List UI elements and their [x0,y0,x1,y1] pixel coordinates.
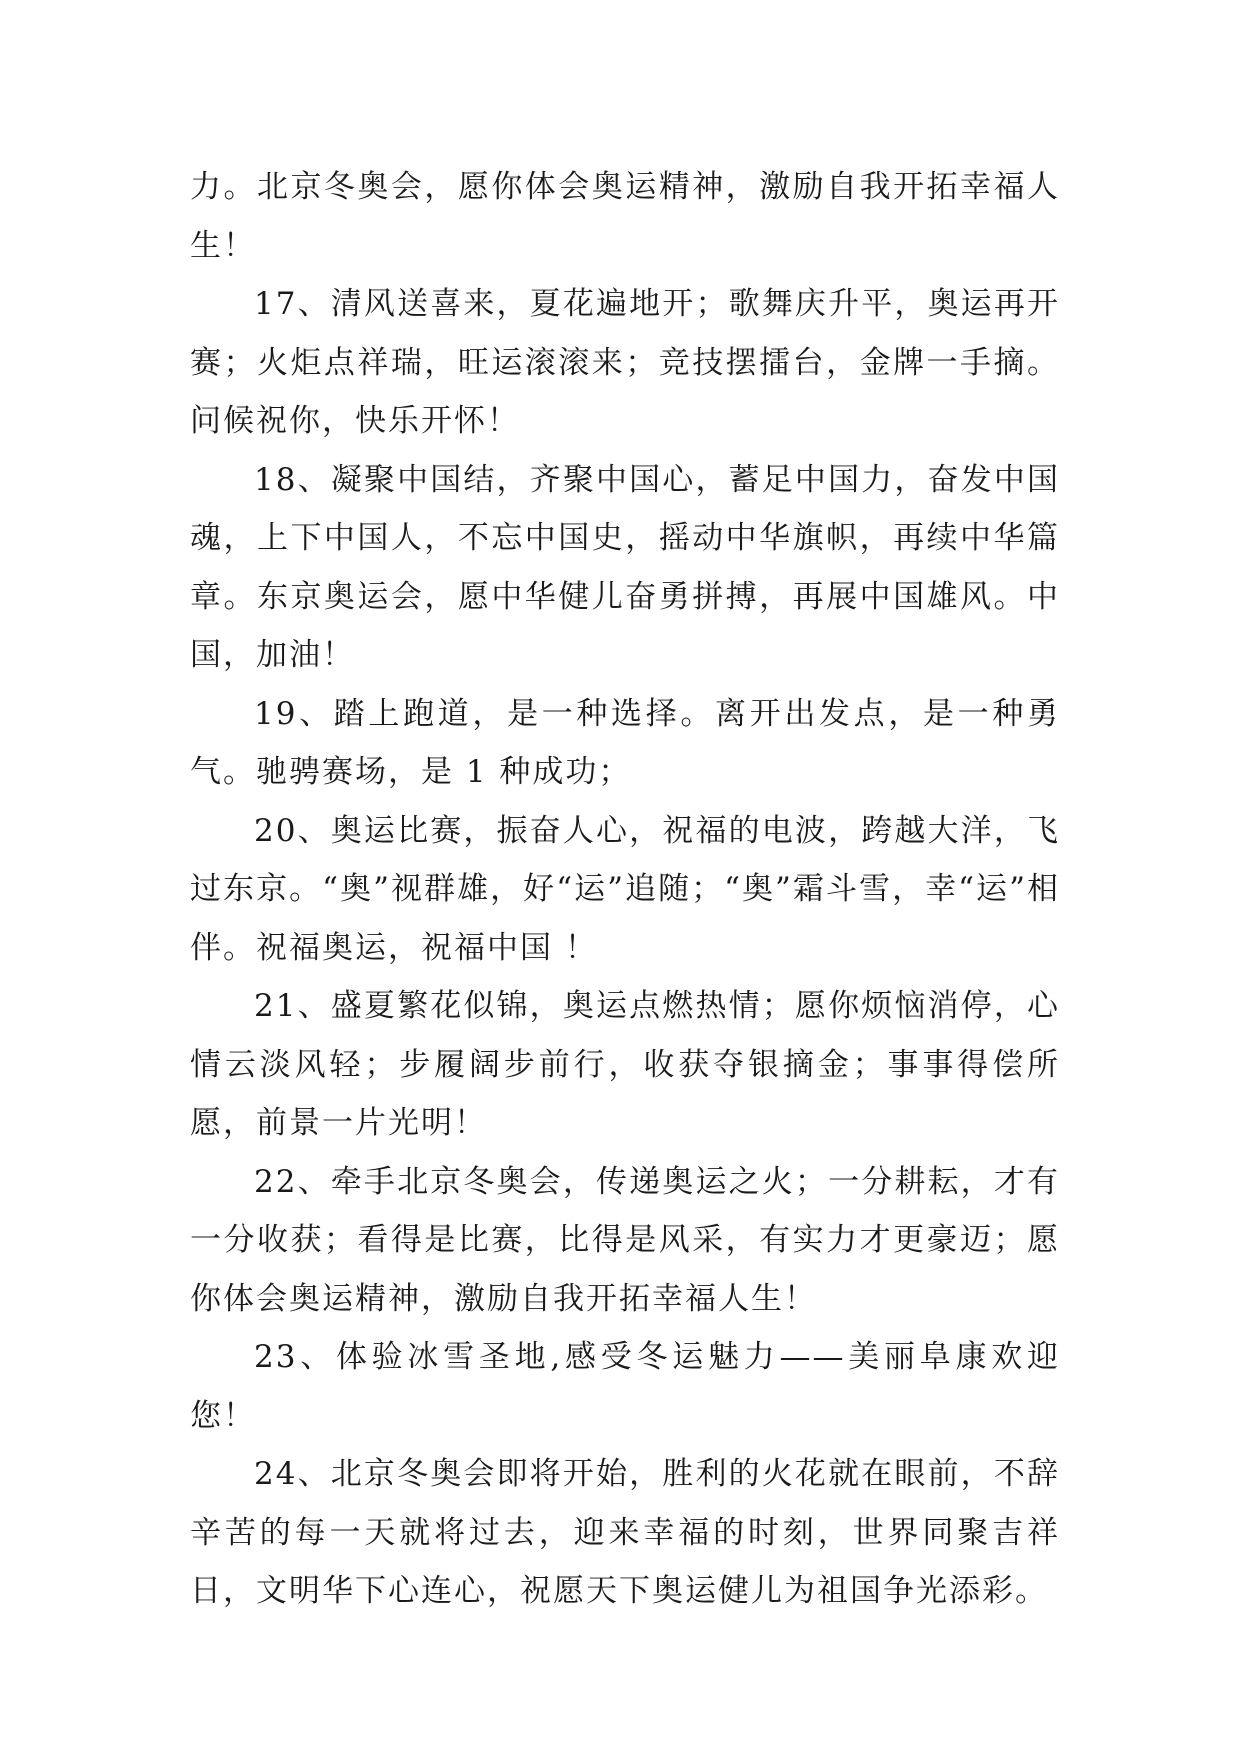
document-page [190,158,1060,1621]
paragraph-17: 17、清风送喜来，夏花遍地开；歌舞庆升平，奥运再开赛；火炬点祥瑞，旺运滚滚来；竞技摆擂台，金牌一手摘。问候祝你，快乐开怀！ [190,286,1060,439]
paragraph-24: 24、北京冬奥会即将开始，胜利的火花就在眼前，不辞辛苦的每一天就将过去，迎来幸福的时刻，世界同聚吉祥日，文明华下心连心，祝愿天下奥运健儿为祖国争光添彩。 [190,1456,1060,1609]
paragraph-20: 20、奥运比赛，振奋人心，祝福的电波，跨越大洋，飞过东京。“奥”视群雄，好“运”追随；“奥”霜斗雪，幸“运”相伴。祝福奥运，祝福中国 ！ [190,812,1060,966]
paragraph-23: 23、体验冰雪圣地,感受冬运魅力——美丽阜康欢迎您！ [190,1339,1060,1434]
paragraph-19: 19、踏上跑道，是一种选择。离开出发点，是一种勇气。驰骋赛场，是 1 种成功； [190,695,1060,790]
paragraph-21: 21、盛夏繁花似锦，奥运点燃热情；愿你烦恼消停，心情云淡风轻；步履阔步前行，收获夺银摘金；事事得偿所愿，前景一片光明！ [190,988,1060,1141]
paragraph-continuation: 力。北京冬奥会，愿你体会奥运精神，激励自我开拓幸福人生！ [190,169,1060,264]
paragraph-22: 22、牵手北京冬奥会，传递奥运之火；一分耕耘，才有一分收获；看得是比赛，比得是风采，有实力才更豪迈；愿你体会奥运精神，激励自我开拓幸福人生！ [190,1163,1060,1317]
paragraph-18: 18、凝聚中国结，齐聚中国心，蓄足中国力，奋发中国魂，上下中国人，不忘中国史，摇动中华旗帜，再续中华篇章。东京奥运会，愿中华健儿奋勇拼搏，再展中国雄风。中国，加油！ [190,461,1060,673]
